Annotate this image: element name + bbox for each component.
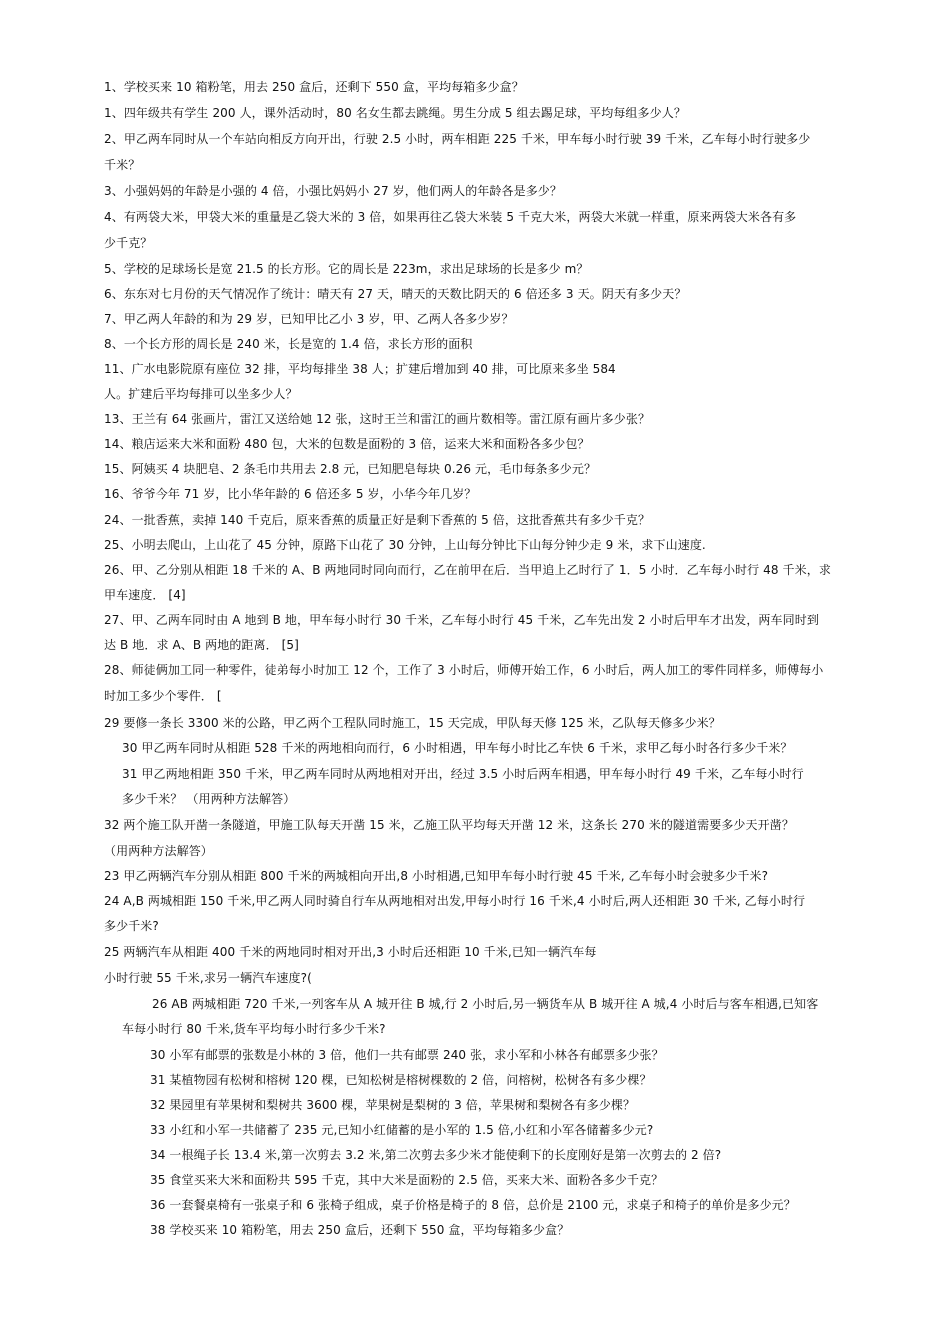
text-line: 2、甲乙两车同时从一个车站向相反方向开出，行驶 2.5 小时，两车相距 225 千米，甲车每小时行驶 39 千米，乙车每小时行驶多少: [104, 132, 811, 146]
text-line: 35 食堂买来大米和面粉共 595 千克，其中大米是面粉的 2.5 倍，买来大米、面粉各多少千克？: [150, 1173, 664, 1187]
text-line: 千米？: [104, 158, 141, 172]
text-line: 32 两个施工队开凿一条隧道，甲施工队每天开凿 15 米，乙施工队平均每天开凿 12 米，这条长 270 米的隧道需要多少天开凿？: [104, 818, 794, 832]
text-line: 36 一套餐桌椅有一张桌子和 6 张椅子组成，桌子价格是椅子的 8 倍，总价是 2100 元，求桌子和椅子的单价是多少元？: [150, 1198, 796, 1212]
text-line: 小时行驶 55 千米,求另一辆汽车速度?(: [104, 971, 312, 985]
text-line: 31 某植物园有松树和榕树 120 棵，已知松树是榕树棵数的 2 倍，问榕树，松树各有多少棵？: [150, 1073, 652, 1087]
text-line: 少千克？: [104, 236, 153, 250]
text-line: 25 两辆汽车从相距 400 千米的两地同时相对开出,3 小时后还相距 10 千米,已知一辆汽车每: [104, 945, 597, 959]
text-line: 24 A,B 两城相距 150 千米,甲乙两人同时骑自行车从两地相对出发,甲每小时行 16 千米,4 小时后,两人还相距 30 千米, 乙每小时行: [104, 894, 806, 908]
text-line: 3、小强妈妈的年龄是小强的 4 倍，小强比妈妈小 27 岁，他们两人的年龄各是多少？: [104, 184, 562, 198]
text-line: 15、阿姨买 4 块肥皂、2 条毛巾共用去 2.8 元，已知肥皂每块 0.26 元，毛巾每条多少元？: [104, 462, 597, 476]
text-line: 7、甲乙两人年龄的和为 29 岁，已知甲比乙小 3 岁，甲、乙两人各多少岁？: [104, 312, 514, 326]
text-line: 33 小红和小军一共储蓄了 235 元,已知小红储蓄的是小军的 1.5 倍,小红和小军各储蓄多少元?: [150, 1123, 654, 1137]
text-line: 24、一批香蕉，卖掉 140 千克后，原来香蕉的质量正好是剩下香蕉的 5 倍，这批香蕉共有多少千克？: [104, 513, 651, 527]
text-line: 16、爷爷今年 71 岁，比小华年龄的 6 倍还多 5 岁，小华今年几岁？: [104, 487, 477, 501]
text-line: 1、学校买来 10 箱粉笔，用去 250 盒后，还剩下 550 盒，平均每箱多少盒？: [104, 80, 524, 94]
text-line: 车每小时行 80 千米,货车平均每小时行多少千米?: [122, 1022, 386, 1036]
text-line: 4、有两袋大米，甲袋大米的重量是乙袋大米的 3 倍，如果再往乙袋大米装 5 千克大米，两袋大米就一样重，原来两袋大米各有多: [104, 210, 797, 224]
text-line: 30 小军有邮票的张数是小林的 3 倍，他们一共有邮票 240 张，求小军和小林各有邮票多少张？: [150, 1048, 664, 1062]
text-line: （用两种方法解答）: [104, 844, 213, 858]
text-line: 32 果园里有苹果树和梨树共 3600 棵，苹果树是梨树的 3 倍，苹果树和梨树各有多少棵？: [150, 1098, 636, 1112]
text-line: 6、东东对七月份的天气情况作了统计：晴天有 27 天，晴天的天数比阴天的 6 倍还多 3 天。阴天有多少天？: [104, 287, 687, 301]
text-line: 达 B 地．求 A、B 两地的距离． [5]: [104, 638, 299, 652]
text-line: 时加工多少个零件． [: [104, 689, 222, 703]
text-line: 25、小明去爬山，上山花了 45 分钟，原路下山花了 30 分钟，上山每分钟比下山每分钟少走 9 米，求下山速度.: [104, 538, 706, 552]
text-line: 甲车速度． [4]: [104, 588, 186, 602]
text-line: 26 AB 两城相距 720 千米,一列客车从 A 城开往 B 城,行 2 小时后,另一辆货车从 B 城开往 A 城,4 小时后与客车相遇,已知客: [152, 997, 819, 1011]
text-line: 人。扩建后平均每排可以坐多少人？: [104, 387, 298, 401]
text-line: 14、粮店运来大米和面粉 480 包，大米的包数是面粉的 3 倍，运来大米和面粉各多少包？: [104, 437, 590, 451]
text-line: 27、甲、乙两车同时由 A 地到 B 地，甲车每小时行 30 千米，乙车每小时行 45 千米，乙车先出发 2 小时后甲车才出发，两车同时到: [104, 613, 819, 627]
text-line: 1、四年级共有学生 200 人，课外活动时，80 名女生都去跳绳。男生分成 5 组去踢足球，平均每组多少人？: [104, 106, 686, 120]
text-line: 8、一个长方形的周长是 240 米，长是宽的 1.4 倍，求长方形的面积: [104, 337, 473, 351]
text-line: 11、广水电影院原有座位 32 排，平均每排坐 38 人；扩建后增加到 40 排，可比原来多坐 584: [104, 362, 616, 376]
text-line: 26、甲、乙分别从相距 18 千米的 A、B 两地同时同向而行，乙在前甲在后．当甲追上乙时行了 1．5 小时．乙车每小时行 48 千米，求: [104, 563, 831, 577]
text-line: 5、学校的足球场长是宽 21.5 的长方形。它的周长是 223m，求出足球场的长是多少 m？: [104, 262, 589, 276]
text-line: 多少千米?: [104, 919, 159, 933]
text-line: 31 甲乙两地相距 350 千米，甲乙两车同时从两地相对开出，经过 3.5 小时后两车相遇，甲车每小时行 49 千米，乙车每小时行: [122, 767, 804, 781]
text-line: 30 甲乙两车同时从相距 528 千米的两地相向而行，6 小时相遇，甲车每小时比乙车快 6 千米，求甲乙每小时各行多少千米？: [122, 741, 793, 755]
text-line: 13、王兰有 64 张画片，雷江又送给她 12 张，这时王兰和雷江的画片数相等。雷江原有画片多少张？: [104, 412, 651, 426]
text-line: 多少千米？ （用两种方法解答）: [122, 792, 296, 806]
text-line: 29 要修一条长 3300 米的公路，甲乙两个工程队同时施工，15 天完成，甲队每天修 125 米，乙队每天修多少米？: [104, 716, 721, 730]
text-line: 23 甲乙两辆汽车分别从相距 800 千米的两城相向开出,8 小时相遇,已知甲车每小时行驶 45 千米, 乙车每小时会驶多少千米?: [104, 869, 769, 883]
text-line: 28、师徒俩加工同一种零件，徒弟每小时加工 12 个，工作了 3 小时后，师傅开始工作，6 小时后，两人加工的零件同样多，师傅每小: [104, 663, 824, 677]
text-line: 38 学校买来 10 箱粉笔，用去 250 盒后，还剩下 550 盒，平均每箱多少盒？: [150, 1223, 570, 1237]
text-line: 34 一根绳子长 13.4 米,第一次剪去 3.2 米,第二次剪去多少米才能使剩下的长度刚好是第一次剪去的 2 倍?: [150, 1148, 722, 1162]
